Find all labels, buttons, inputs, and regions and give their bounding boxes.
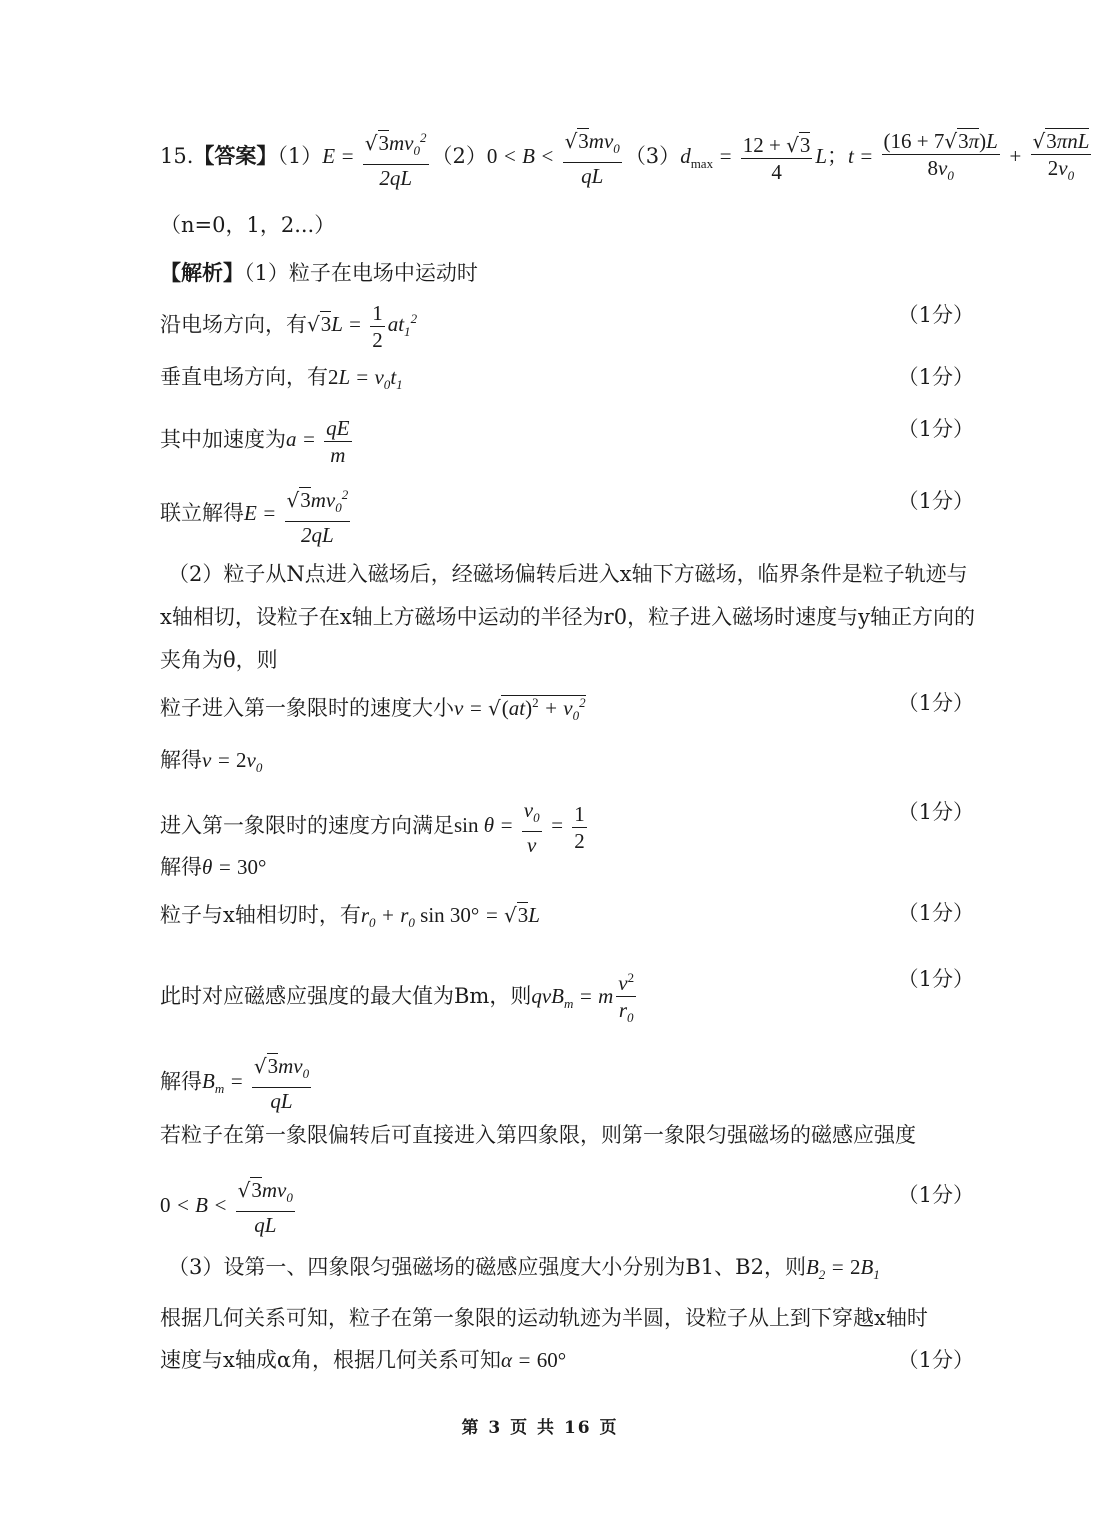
eq-line-5 <box>160 688 586 731</box>
eq-3-text: 其中加速度为 <box>160 427 286 452</box>
answer-e-formula: E = $\frac{√3mv_0^2}{2qL}$ <box>322 144 431 168</box>
answer-part-1: （1） <box>277 143 323 168</box>
eq-7-formula: sin θ = $\frac{v_0}{v}$ = $\frac{1}{2}$ <box>454 798 585 858</box>
eq-line-4 <box>160 482 353 548</box>
answer-b-range: 0 < B < $\frac{√3mv_0}{qL}$ <box>486 128 620 188</box>
eq-8-formula: θ = 30° <box>202 855 267 879</box>
answer-sep: ； <box>827 143 849 168</box>
answer-line <box>160 125 1094 191</box>
score-3: （1分） <box>897 417 974 441</box>
eq-line-10 <box>160 965 639 1031</box>
eq-line-9 <box>160 900 540 938</box>
eq-line-12: 若粒子在第一象限偏转后可直接进入第四象限，则第一象限匀强磁场的磁感应强度 <box>160 1123 916 1147</box>
analysis-tag: 【解析】 <box>160 260 244 285</box>
eq-12-formula: 0 < B < $\frac{√3mv_0}{qL}$ <box>160 1178 293 1238</box>
eq-6-text: 解得 <box>160 748 202 772</box>
eq-line-7 <box>160 797 590 858</box>
answer-time: t = $\frac{(16 + 7√3\pi)L}{8v_0}$ + $\frac{\text{√3πnL}}{2v_0}$ <box>848 128 1090 183</box>
eq-10-text: 此时对应磁感应强度的最大值为Bm，则 <box>160 983 532 1008</box>
eq-5-formula: $v = √(at)^2 + v_0^2$ <box>454 695 586 724</box>
answer-part-3: （3） <box>624 143 681 168</box>
score-8: （1分） <box>897 967 974 991</box>
score-2: （1分） <box>897 365 974 389</box>
answer-dmax: $d_{max}$ = $\frac{12 + √3}{4}$ L <box>680 132 828 184</box>
score-5: （1分） <box>897 691 974 715</box>
eq-line-8 <box>160 852 266 882</box>
eq-11-formula: $B_m$ = $\frac{√3mv_0}{qL}$ <box>202 1054 310 1114</box>
eq-15-formula: α = 60° <box>501 1348 567 1372</box>
score-9: （1分） <box>897 1183 974 1207</box>
eq-4-text: 联立解得 <box>160 500 244 525</box>
eq-1-text: 沿电场方向，有 <box>160 312 307 337</box>
eq-line-14: 根据几何关系可知，粒子在第一象限的运动轨迹为半圆，设粒子从上到下穿越x轴时 <box>160 1306 928 1330</box>
analysis-intro: （1）粒子在电场中运动时 <box>244 261 478 285</box>
question-number: 15. <box>160 143 194 168</box>
eq-1-formula: √3L = $\frac{1}{2}$ $at_1^2$ <box>307 301 418 352</box>
eq-line-6 <box>160 745 262 783</box>
eq-15-text: 速度与x轴成α角，根据几何关系可知 <box>160 1348 502 1372</box>
eq-9-formula: $r_0 + r_0$ sin 30° = √3L <box>360 903 540 931</box>
eq-9-text: 粒子与x轴相切时，有 <box>160 903 361 927</box>
eq-2-formula: $2L = v_0t_1$ <box>328 365 403 393</box>
eq-line-11 <box>160 1053 314 1114</box>
answer-range: （n=0，1，2...） <box>160 213 336 237</box>
eq-11-text: 解得 <box>160 1069 202 1094</box>
answer-tag: 【答案】 <box>193 142 278 168</box>
eq-line-13 <box>168 1252 880 1290</box>
eq-7-text: 进入第一象限时的速度方向满足 <box>160 813 454 838</box>
eq-5-text: 粒子进入第一象限时的速度大小 <box>160 696 454 720</box>
eq-line-2 <box>160 362 403 400</box>
part2-paragraph: （2）粒子从N点进入磁场后，经磁场偏转后进入x轴下方磁场，临界条件是粒子轨迹与x轴相切，设粒子在x轴上方磁场中运动的半径为r0，粒子进入磁场时速度与y轴正方向的夹角为θ，则 <box>160 562 975 672</box>
eq-13-formula: $B_2 = 2B_1$ <box>805 1255 880 1283</box>
score-1: （1分） <box>897 303 974 327</box>
eq-10-formula: qvB$_m$ = m $\frac{v^2}{r_0}$ <box>531 984 639 1008</box>
score-7: （1分） <box>897 901 974 925</box>
score-6: （1分） <box>897 800 974 824</box>
score-4: （1分） <box>897 489 974 513</box>
score-10: （1分） <box>897 1348 974 1372</box>
eq-2-text: 垂直电场方向，有 <box>160 365 328 389</box>
eq-line-15 <box>160 1345 566 1375</box>
eq-8-text: 解得 <box>160 855 202 879</box>
eq-4-formula: E = $\frac{√3mv_0^2}{2qL}$ <box>244 501 353 525</box>
eq-line-12b <box>160 1177 298 1238</box>
part3-text: （3）设第一、四象限匀强磁场的磁感应强度大小分别为B1、B2，则 <box>168 1255 806 1279</box>
analysis-intro-line <box>160 258 478 288</box>
eq-3-formula: a = $\frac{qE}{m}$ <box>286 416 350 467</box>
answer-part-2: （2） <box>431 143 487 168</box>
page-footer: 第 3 页 共 16 页 <box>461 1418 619 1438</box>
eq-line-3 <box>160 415 355 468</box>
eq-6-formula: $v = 2v_0$ <box>202 748 263 776</box>
eq-line-1 <box>160 300 417 353</box>
